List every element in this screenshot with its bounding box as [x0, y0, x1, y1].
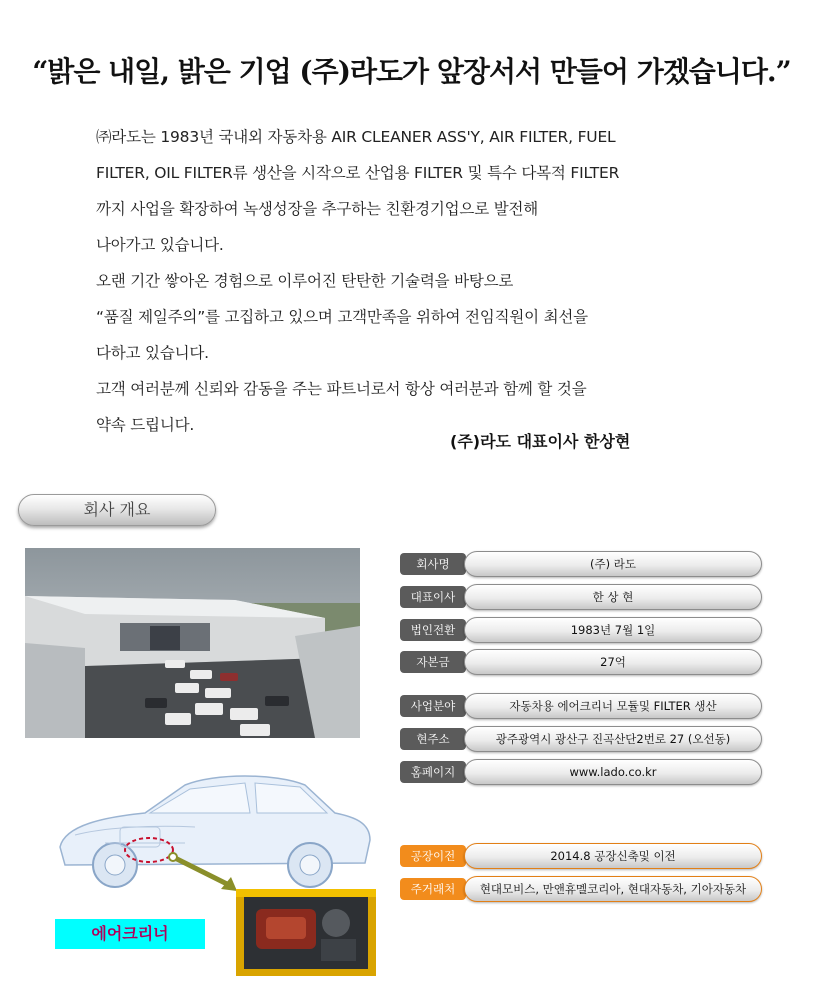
- info-value: 한 상 현: [464, 584, 762, 610]
- intro-line: FILTER, OIL FILTER류 생산을 시작으로 산업용 FILTER 및 특수 다목적 FILTER: [96, 164, 620, 182]
- intro-line: 고객 여러분께 신뢰와 감동을 주는 파트너로서 항상 여러분과 함께 할 것을: [96, 380, 587, 398]
- intro-line: “품질 제일주의”를 고집하고 있으며 고객만족을 위하여 전임직원이 최선을: [96, 308, 588, 326]
- intro-line: 오랜 기간 쌓아온 경험으로 이루어진 탄탄한 기술력을 바탕으로: [96, 272, 514, 290]
- homepage-link[interactable]: www.lado.co.kr: [464, 759, 762, 785]
- info-row-company-name: [400, 551, 762, 577]
- factory-photo: [25, 548, 360, 738]
- info-label: 공장이전: [400, 845, 466, 867]
- info-row-capital: [400, 649, 762, 675]
- info-label: 사업분야: [400, 695, 466, 717]
- headline: “밝은 내일, 밝은 기업 (주)라도가 앞장서서 만들어 가겠습니다.”: [32, 55, 791, 88]
- info-label: 주거래처: [400, 878, 466, 900]
- info-label: 현주소: [400, 728, 466, 750]
- intro-line: ㈜라도는 1983년 국내외 자동차용 AIR CLEANER ASS'Y, AIR FILTER, FUEL: [96, 128, 616, 146]
- company-overview-tab[interactable]: 회사 개요: [18, 494, 216, 526]
- info-value: 현대모비스, 만앤휴멜코리아, 현대자동차, 기아자동차: [464, 876, 762, 902]
- engine-photo: [236, 889, 376, 976]
- info-value: 2014.8 공장신축및 이전: [464, 843, 762, 869]
- info-label: 자본금: [400, 651, 466, 673]
- info-value: (주) 라도: [464, 551, 762, 577]
- info-row-ceo: [400, 584, 762, 610]
- info-row-factory-move: [400, 843, 762, 869]
- info-row-incorporation: [400, 617, 762, 643]
- info-row-business: [400, 693, 762, 719]
- info-row-clients: [400, 876, 762, 902]
- air-cleaner-label: 에어크리너: [55, 919, 205, 949]
- info-value: 광주광역시 광산구 진곡산단2번로 27 (오선동): [464, 726, 762, 752]
- info-label: 회사명: [400, 553, 466, 575]
- intro-text: [96, 122, 716, 446]
- intro-line: 약속 드립니다.: [96, 416, 195, 434]
- info-row-homepage[interactable]: [400, 759, 762, 785]
- info-value: 27억: [464, 649, 762, 675]
- info-label: 대표이사: [400, 586, 466, 608]
- info-row-address: [400, 726, 762, 752]
- ceo-signature: (주)라도 대표이사 한상현: [450, 432, 631, 451]
- intro-line: 까지 사업을 확장하여 녹생성장을 추구하는 친환경기업으로 발전해: [96, 200, 539, 218]
- car-illustration: [45, 765, 380, 895]
- info-label: 홈페이지: [400, 761, 466, 783]
- intro-line: 나아가고 있습니다.: [96, 236, 224, 254]
- info-label: 법인전환: [400, 619, 466, 641]
- intro-line: 다하고 있습니다.: [96, 344, 209, 362]
- info-value: 자동차용 에어크리너 모듈및 FILTER 생산: [464, 693, 762, 719]
- info-value: 1983년 7월 1일: [464, 617, 762, 643]
